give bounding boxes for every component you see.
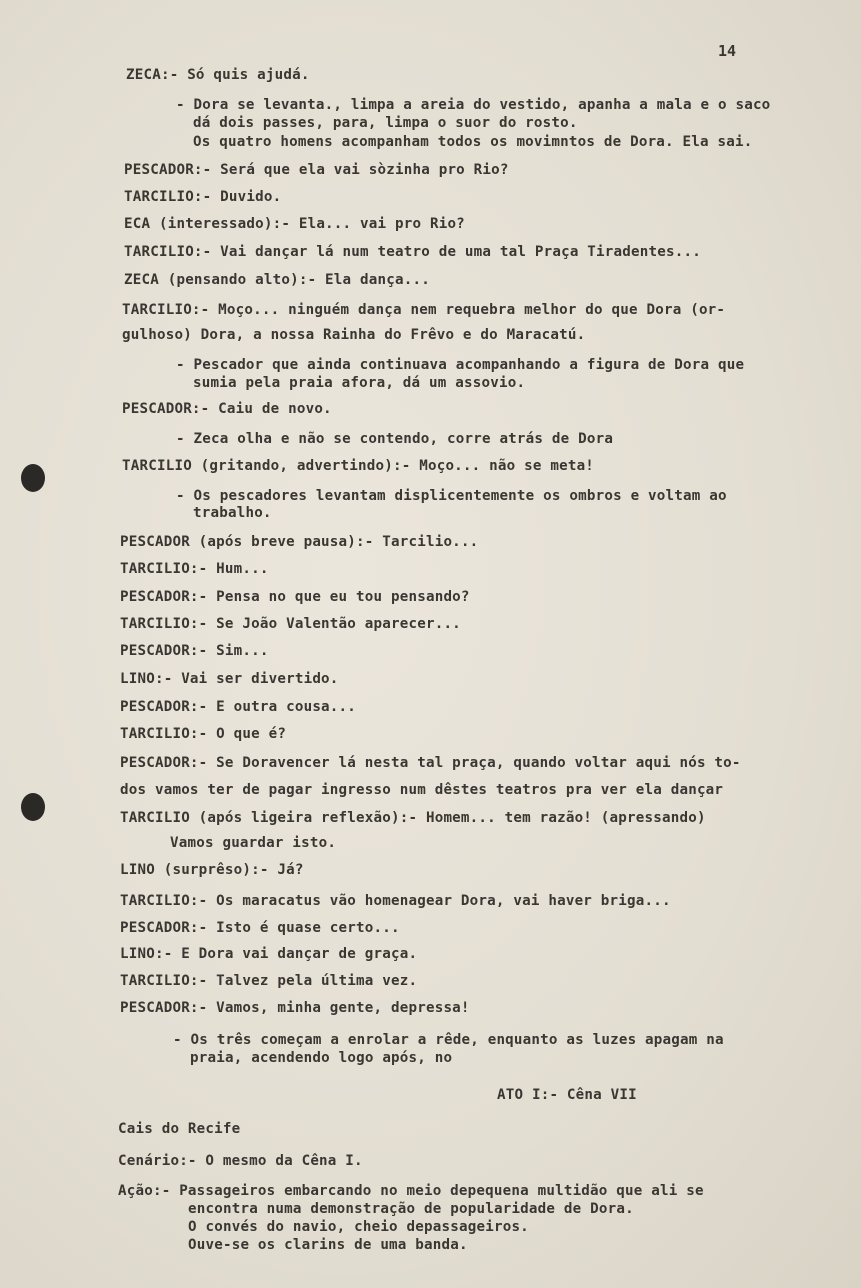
text-line: TARCILIO:- Talvez pela última vez. bbox=[120, 973, 418, 989]
text-line: - Dora se levanta., limpa a areia do vestido, apanha a mala e o saco bbox=[176, 97, 771, 113]
text-line: ECA (interessado):- Ela... vai pro Rio? bbox=[124, 216, 465, 232]
scene-heading: ATO I:- Cêna VII bbox=[497, 1087, 637, 1103]
text-line: TARCILIO:- Hum... bbox=[120, 561, 269, 577]
text-line: TARCILIO:- Vai dançar lá num teatro de uma tal Praça Tiradentes... bbox=[124, 244, 701, 260]
text-line: PESCADOR:- Se Doravencer lá nesta tal praça, quando voltar aqui nós to- bbox=[120, 755, 741, 771]
text-line: TARCILIO:- O que é? bbox=[120, 726, 287, 742]
text-line: TARCILIO:- Duvido. bbox=[124, 189, 282, 205]
text-line: PESCADOR:- Caiu de novo. bbox=[122, 401, 332, 417]
text-line: dos vamos ter de pagar ingresso num dêstes teatros pra ver ela dançar bbox=[120, 782, 724, 798]
text-line: - Os três começam a enrolar a rêde, enquanto as luzes apagam na bbox=[173, 1032, 724, 1048]
text-line: PESCADOR:- Será que ela vai sòzinha pro Rio? bbox=[124, 162, 509, 178]
text-line: Ação:- Passageiros embarcando no meio depequena multidão que ali se bbox=[118, 1183, 704, 1199]
punch-hole-bottom bbox=[21, 793, 45, 821]
text-line: TARCILIO (gritando, advertindo):- Moço... não se meta! bbox=[122, 458, 595, 474]
text-line: sumia pela praia afora, dá um assovio. bbox=[193, 375, 526, 391]
text-line: TARCILIO:- Se João Valentão aparecer... bbox=[120, 616, 461, 632]
text-line: LINO:- Vai ser divertido. bbox=[120, 671, 339, 687]
text-line: PESCADOR (após breve pausa):- Tarcilio... bbox=[120, 534, 479, 550]
text-line: PESCADOR:- Sim... bbox=[120, 643, 269, 659]
text-line: - Os pescadores levantam displicentemente os ombros e voltam ao bbox=[176, 488, 727, 504]
text-line: - Pescador que ainda continuava acompanhando a figura de Dora que bbox=[176, 357, 745, 373]
text-line: ZECA (pensando alto):- Ela dança... bbox=[124, 272, 430, 288]
text-line: O convés do navio, cheio depassageiros. bbox=[188, 1219, 529, 1235]
text-line: Cais do Recife bbox=[118, 1121, 241, 1137]
text-line: LINO (surprêso):- Já? bbox=[120, 862, 304, 878]
text-line: Os quatro homens acompanham todos os movimntos de Dora. Ela sai. bbox=[193, 134, 753, 150]
text-line: ZECA:- Só quis ajudá. bbox=[126, 67, 310, 83]
text-line: TARCILIO (após ligeira reflexão):- Homem... tem razão! (apressando) bbox=[120, 810, 706, 826]
text-line: encontra numa demonstração de popularidade de Dora. bbox=[188, 1201, 634, 1217]
text-line: TARCILIO:- Moço... ninguém dança nem requebra melhor do que Dora (or- bbox=[122, 302, 726, 318]
text-line: praia, acendendo logo após, no bbox=[190, 1050, 453, 1066]
text-line: PESCADOR:- Pensa no que eu tou pensando? bbox=[120, 589, 470, 605]
text-line: TARCILIO:- Os maracatus vão homenagear Dora, vai haver briga... bbox=[120, 893, 671, 909]
text-line: dá dois passes, para, limpa o suor do rosto. bbox=[193, 115, 578, 131]
text-line: PESCADOR:- Vamos, minha gente, depressa! bbox=[120, 1000, 470, 1016]
text-line: LINO:- E Dora vai dançar de graça. bbox=[120, 946, 418, 962]
text-line: Cenário:- O mesmo da Cêna I. bbox=[118, 1153, 363, 1169]
text-line: trabalho. bbox=[193, 505, 272, 521]
text-line: Vamos guardar isto. bbox=[170, 835, 337, 851]
page-number: 14 bbox=[718, 42, 737, 60]
text-line: PESCADOR:- Isto é quase certo... bbox=[120, 920, 400, 936]
text-line: Ouve-se os clarins de uma banda. bbox=[188, 1237, 468, 1253]
text-line: gulhoso) Dora, a nossa Rainha do Frêvo e do Maracatú. bbox=[122, 327, 586, 343]
text-line: - Zeca olha e não se contendo, corre atrás de Dora bbox=[176, 431, 614, 447]
punch-hole-top bbox=[21, 464, 45, 492]
text-line: PESCADOR:- E outra cousa... bbox=[120, 699, 357, 715]
